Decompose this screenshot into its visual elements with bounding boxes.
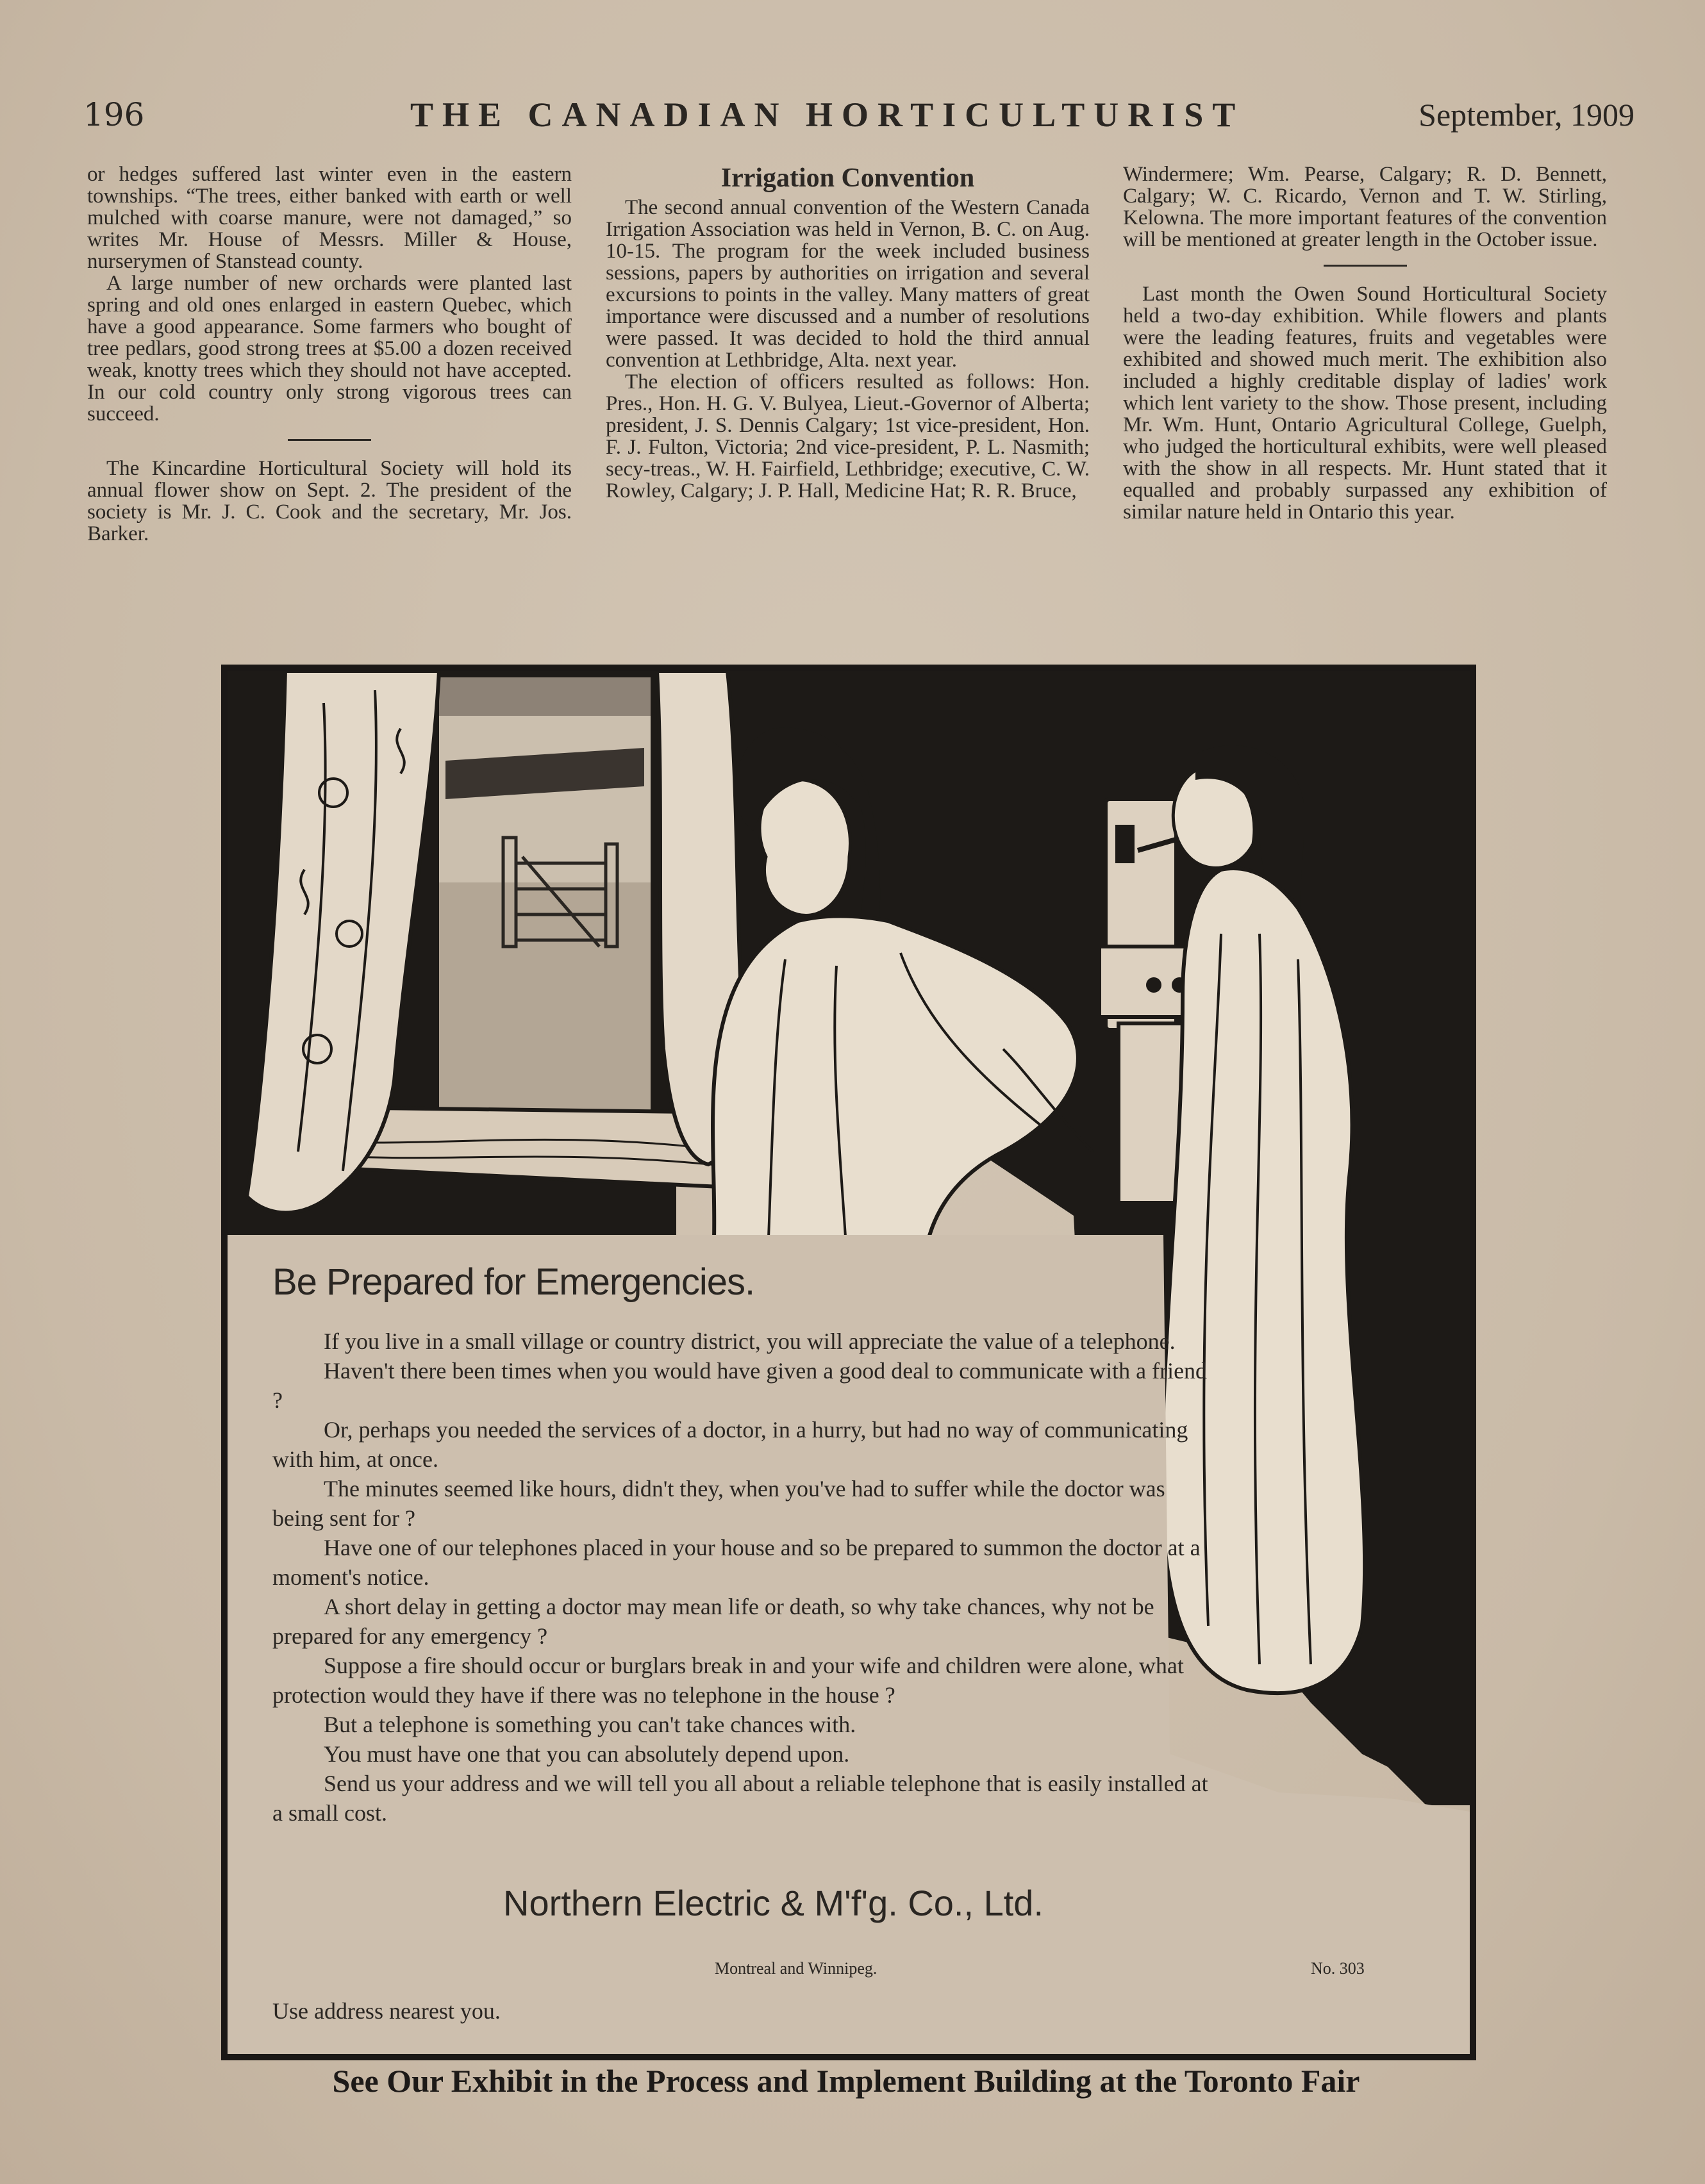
section-divider (288, 439, 371, 441)
magazine-title: THE CANADIAN HORTICULTURIST (410, 95, 1245, 134)
issue-date: September, 1909 (1418, 97, 1634, 133)
article-heading: Irrigation Convention (720, 163, 975, 193)
section-divider (1324, 265, 1407, 267)
paragraph: Windermere; Wm. Pearse, Calgary; R. D. Bennett, Calgary; W. C. Ricardo, Vernon and T. W. Stirling, Kelowna. The more important features of the convention will be mentioned at greater length in the October issue. (1123, 163, 1607, 251)
ad-headline: Be Prepared for Emergencies. (272, 1261, 755, 1303)
paragraph: Last month the Owen Sound Horticultural Society held a two-day exhibition. While flowers and plants were the leading features, fruits and vegetables were exhibited and showed much merit. The exhibition also included a highly creditable display of ladies' work which lent variety to the show. Those present, including Mr. Wm. Hunt, Ontario Agricultural College, Guelph, who judged the horticultural exhibits, were well pleased with the show in all respects. Mr. Hunt stated that it equalled and probably surpassed any exhibition of similar nature held in Ontario this year. (1123, 283, 1607, 524)
ad-body (272, 1327, 1221, 1828)
ad-paragraph: Or, perhaps you needed the services of a doctor, in a hurry, but had no way of communicating with him, at once. (272, 1417, 1188, 1472)
ad-paragraph: Send us your address and we will tell you all about a reliable telephone that is easily installed at a small cost. (272, 1771, 1208, 1826)
paragraph: The election of officers resulted as follows: Hon. Pres., Hon. H. G. V. Bulyea, Lieut.-Governor of Alberta; president, J. S. Dennis Calgary; 1st vice-president, Hon. F. J. Fulton, Victoria; 2nd vice-president, P. L. Nasmith; secy-treas., W. H. Fairfield, Lethbridge; executive, C. W. Rowley, Calgary; J. P. Hall, Medicine Hat; R. R. Bruce, (606, 370, 1090, 502)
ad-paragraph: But a telephone is something you can't take chances with. (324, 1712, 856, 1737)
ad-copy (272, 1261, 1221, 1828)
article-column-3 (1123, 163, 1607, 523)
ad-number: No. 303 (1311, 1959, 1365, 1978)
page-header (83, 96, 1634, 141)
ad-paragraph: You must have one that you can absolutely depend upon. (324, 1741, 850, 1767)
paragraph: A large number of new orchards were planted last spring and old ones enlarged in eastern Quebec, which have a good appearance. Some farmers who bought of tree pedlars, good strong trees at $5.00 a dozen received weak, knotty trees which they should not have accepted. In our cold country only strong vigorous trees can succeed. (87, 272, 572, 426)
company-cities: Montreal and Winnipeg. (715, 1959, 877, 1978)
telephone-advertisement (221, 665, 1476, 2060)
ad-paragraph: Have one of our telephones placed in your house and so be prepared to summon the doctor at a moment's notice. (272, 1535, 1201, 1590)
page-number: 196 (83, 96, 145, 133)
ad-paragraph: If you live in a small village or country district, you will appreciate the value of a telephone. (324, 1328, 1176, 1354)
ad-paragraph: Suppose a fire should occur or burglars break in and your wife and children were alone, what protection would they have if there was no telephone in the house ? (272, 1653, 1184, 1708)
article-column-1 (87, 163, 572, 545)
ad-paragraph: Haven't there been times when you would have given a good deal to communicate with a friend ? (272, 1358, 1208, 1413)
article-column-2 (606, 163, 1090, 502)
company-name: Northern Electric & M'f'g. Co., Ltd. (503, 1883, 1044, 1923)
paragraph: or hedges suffered last winter even in the eastern townships. “The trees, either banked with earth or well mulched with coarse manure, were not damaged,” so writes Mr. House of Messrs. Miller & House, nurserymen of Stanstead county. (87, 163, 572, 273)
ad-paragraph: The minutes seemed like hours, didn't they, when you've had to suffer while the doctor was being sent for ? (272, 1476, 1165, 1531)
address-note: Use address nearest you. (272, 1998, 501, 2024)
ad-paragraph: A short delay in getting a doctor may mean life or death, so why take chances, why not be prepared for any emergency ? (272, 1594, 1154, 1649)
exhibit-footer: See Our Exhibit in the Process and Implement Building at the Toronto Fair (332, 2063, 1360, 2099)
paragraph: The second annual convention of the Western Canada Irrigation Association was held in Vernon, B. C. on Aug. 10-15. The program for the week included business sessions, papers by authorities on irrigation and several excursions to points in the valley. Many matters of great importance were discussed and a number of resolutions were passed. It was decided to hold the third annual convention at Lethbridge, Alta. next year. (606, 196, 1090, 372)
paragraph: The Kincardine Horticultural Society will hold its annual flower show on Sept. 2. The president of the society is Mr. J. C. Cook and the secretary, Mr. Jos. Barker. (87, 457, 572, 545)
